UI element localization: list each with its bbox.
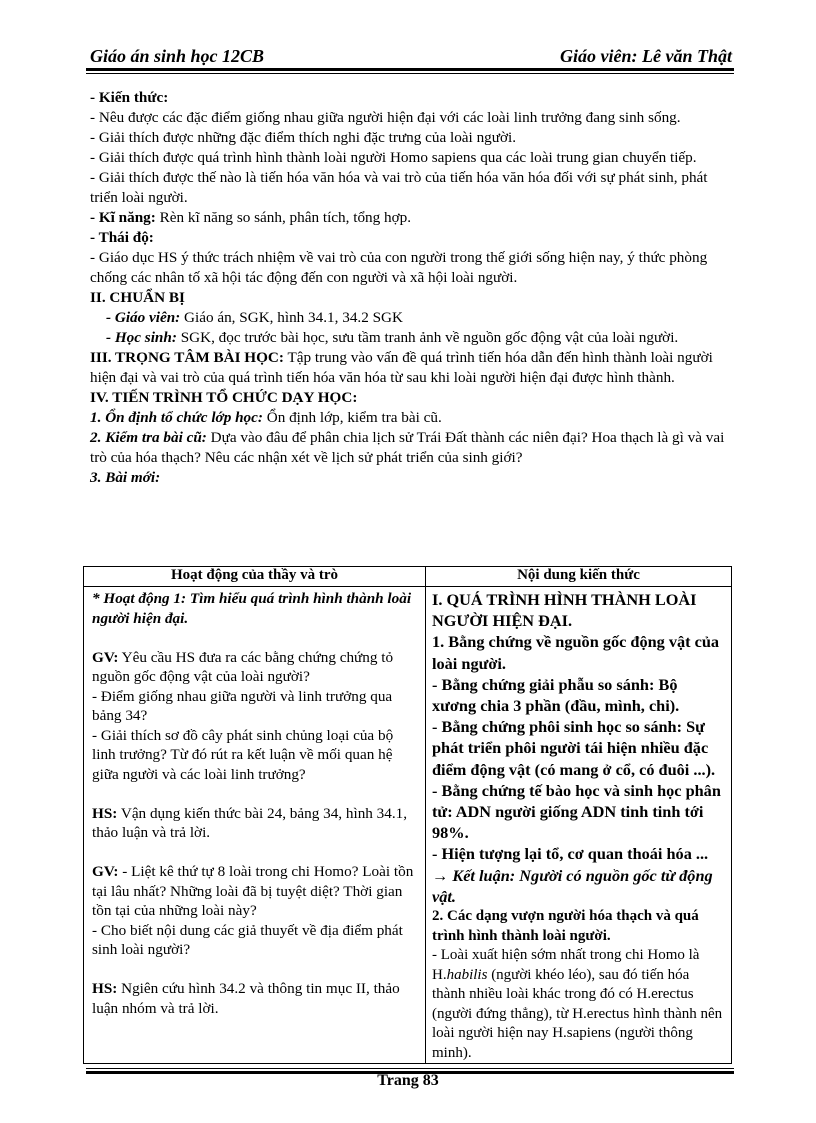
knowledge-title: - Kiến thức:: [90, 89, 169, 106]
footer-rule-thin: [86, 1068, 734, 1069]
header-rule-thick: [86, 68, 734, 71]
focus-section: [90, 348, 738, 388]
gv-prompt-1-text: Yêu cầu HS đưa ra các bằng chứng chứng tỏ nguồn gốc động vật của loài người?: [92, 648, 394, 685]
header-rule-thin: [86, 73, 734, 74]
prep-student-text: SGK, đọc trước bài học, sưu tầm tranh ảnh về nguồn gốc động vật của loài người.: [176, 329, 679, 346]
evidence-atavism: - Hiện tượng lại tổ, cơ quan thoái hóa ...: [432, 844, 709, 864]
hs-response-2-text: Ngiên cứu hình 34.2 và thông tin mục II, thảo luận nhóm và trả lời.: [92, 980, 400, 1017]
content-subheading-1: 1. Bằng chứng về nguồn gốc động vật của loài người.: [432, 632, 720, 673]
knowledge-item: - Giải thích được quá trình hình thành loài người Homo sapiens qua các loài trung gian chuyển tiếp.: [90, 149, 697, 166]
prep-student-label: - Học sinh:: [106, 329, 177, 346]
homo-text-1: - Loài xuất hiện sớm nhất trong chi Homo là H.: [432, 947, 700, 983]
step-1-label: 1. Ổn định tổ chức lớp học:: [90, 409, 263, 426]
col-header-activities: Hoạt động của thầy và trò: [84, 567, 426, 587]
activities-cell: [84, 587, 426, 1064]
step-2-label: 2. Kiểm tra bài cũ:: [90, 429, 207, 446]
homo-italic: habilis: [446, 966, 488, 983]
focus-text: Tập trung vào vấn đề quá trình tiến hóa dẫn đến hình thành loài người hiện đại và vai trò của quá trình tiến hóa văn hóa từ sau khi loài người hiện đại được hình thành.: [90, 349, 713, 386]
page-number: Trang 83: [377, 1072, 439, 1089]
step-1-text: Ổn định lớp, kiểm tra bài cũ.: [262, 409, 442, 426]
gv-prompt-2-text: - Liệt kê thứ tự 8 loài trong chi Homo? Loài tồn tại lâu nhất? Những loài đã bị tuyệt diệt? Thời gian tồn tại của những loài này?: [92, 863, 414, 919]
gv-prompt-1: [92, 648, 419, 687]
gv-label: GV:: [92, 648, 119, 666]
gv-prompt-2b: - Cho biết nội dung các giả thuyết về địa điểm phát sinh loài người?: [92, 921, 403, 958]
evidence-molecular: - Bằng chứng tế bào học và sinh học phân tử: ADN người giống ADN tinh tinh tới 98%.: [432, 780, 721, 843]
hs-label: HS:: [92, 980, 118, 997]
focus-label: III. TRỌNG TÂM BÀI HỌC:: [90, 349, 284, 366]
header-teacher-name: Giáo viên: Lê văn Thật: [560, 46, 732, 66]
skills-label: - Kĩ năng:: [90, 209, 156, 226]
evidence-anatomy: - Bằng chứng giải phẫu so sánh: Bộ xương chia 3 phần (đầu, mình, chi).: [432, 674, 680, 716]
prep-student: [90, 328, 738, 348]
gv-prompt-1c: - Giải thích sơ đồ cây phát sinh chủng loại của bộ linh trưởng? Từ đó rút ra kết luận về mối quan hệ giữa người và các loài linh trưởng?: [92, 726, 394, 783]
content-subheading-2: 2. Các dạng vượn người hóa thạch và quá trình hình thành loài người.: [432, 908, 699, 944]
process-step-1: [90, 408, 738, 428]
gv-prompt-1b: - Điểm giống nhau giữa người và linh trưởng qua bảng 34?: [92, 687, 393, 724]
hs-response-1-text: Vận dụng kiến thức bài 24, bảng 34, hình 34.1, thảo luận và trả lời.: [92, 804, 408, 841]
skills-text: Rèn kĩ năng so sánh, phân tích, tổng hợp.: [155, 209, 412, 226]
process-step-3: 3. Bài mới:: [90, 469, 161, 486]
conclusion-text: Người có nguồn gốc từ động vật.: [432, 865, 713, 906]
process-title: IV. TIẾN TRÌNH TỔ CHỨC DẠY HỌC:: [90, 389, 358, 406]
conclusion: [432, 865, 725, 907]
step-2-text: Dựa vào đâu để phân chia lịch sử Trái Đất thành các niên đại? Hoa thạch là gì và vai trò của hóa thạch? Nêu các nhận xét về lịch sử phát triển của sinh giới?: [90, 429, 725, 466]
activity-title: * Hoạt động 1: Tìm hiểu quá trình hình thành loài người hiện đại.: [92, 590, 412, 627]
header-course-title: Giáo án sinh học 12CB: [90, 46, 265, 66]
hs-response-1: [92, 804, 419, 843]
hs-response-2: [92, 979, 419, 1018]
prep-teacher: [90, 308, 738, 328]
content-heading: I. QUÁ TRÌNH HÌNH THÀNH LOÀI NGƯỜI HIỆN ĐẠI.: [432, 590, 697, 631]
process-step-2: [90, 428, 738, 468]
content-cell: [426, 587, 732, 1064]
hs-label: HS:: [92, 804, 118, 822]
page-header: [86, 44, 734, 70]
attitude-text: - Giáo dục HS ý thức trách nhiệm về vai trò của con người trong thế giới sống hiện nay, ý thức phòng chống các nhân tố xã hội tác động đến con người và xã hội loài người.: [90, 249, 708, 286]
knowledge-item: - Giải thích được thế nào là tiến hóa văn hóa và vai trò của tiến hóa văn hóa đối với sự phát sinh, phát triển loài người.: [90, 169, 708, 206]
lesson-table: [83, 566, 732, 1064]
gv-prompt-2: [92, 862, 419, 921]
table-header-row: [84, 567, 732, 587]
conclusion-label: Kết luận:: [448, 865, 516, 885]
prep-teacher-text: Giáo án, SGK, hình 34.1, 34.2 SGK: [180, 309, 403, 326]
prep-title: II. CHUẨN BỊ: [90, 289, 185, 306]
col-header-content: Nội dung kiến thức: [426, 567, 732, 587]
knowledge-item: - Nêu được các đặc điểm giống nhau giữa người hiện đại với các loài linh trưởng đang sinh sống.: [90, 109, 681, 126]
attitude-title: - Thái độ:: [90, 229, 154, 246]
evidence-embryology: - Bằng chứng phôi sinh học so sánh: Sự phát triển phôi người tái hiện nhiều đặc điểm động vật (có mang ở cổ, có đuôi ...).: [432, 717, 716, 779]
gv-label: GV:: [92, 863, 119, 880]
homo-paragraph: [432, 946, 725, 1063]
arrow-icon: →: [432, 865, 449, 885]
prep-teacher-label: - Giáo viên:: [106, 309, 181, 326]
document-body: [90, 88, 738, 488]
homo-text-2: (người khéo léo), sau đó tiến hóa thành nhiều loài khác trong đó có H.erectus (người đứng thẳng), từ H.erectus hình thành nên loài người hiện nay H.sapiens (người thông minh).: [432, 966, 723, 1061]
knowledge-item: - Giải thích được những đặc điểm thích nghi đặc trưng của loài người.: [90, 129, 517, 146]
skills-line: [90, 208, 738, 228]
table-row: [84, 587, 732, 1064]
